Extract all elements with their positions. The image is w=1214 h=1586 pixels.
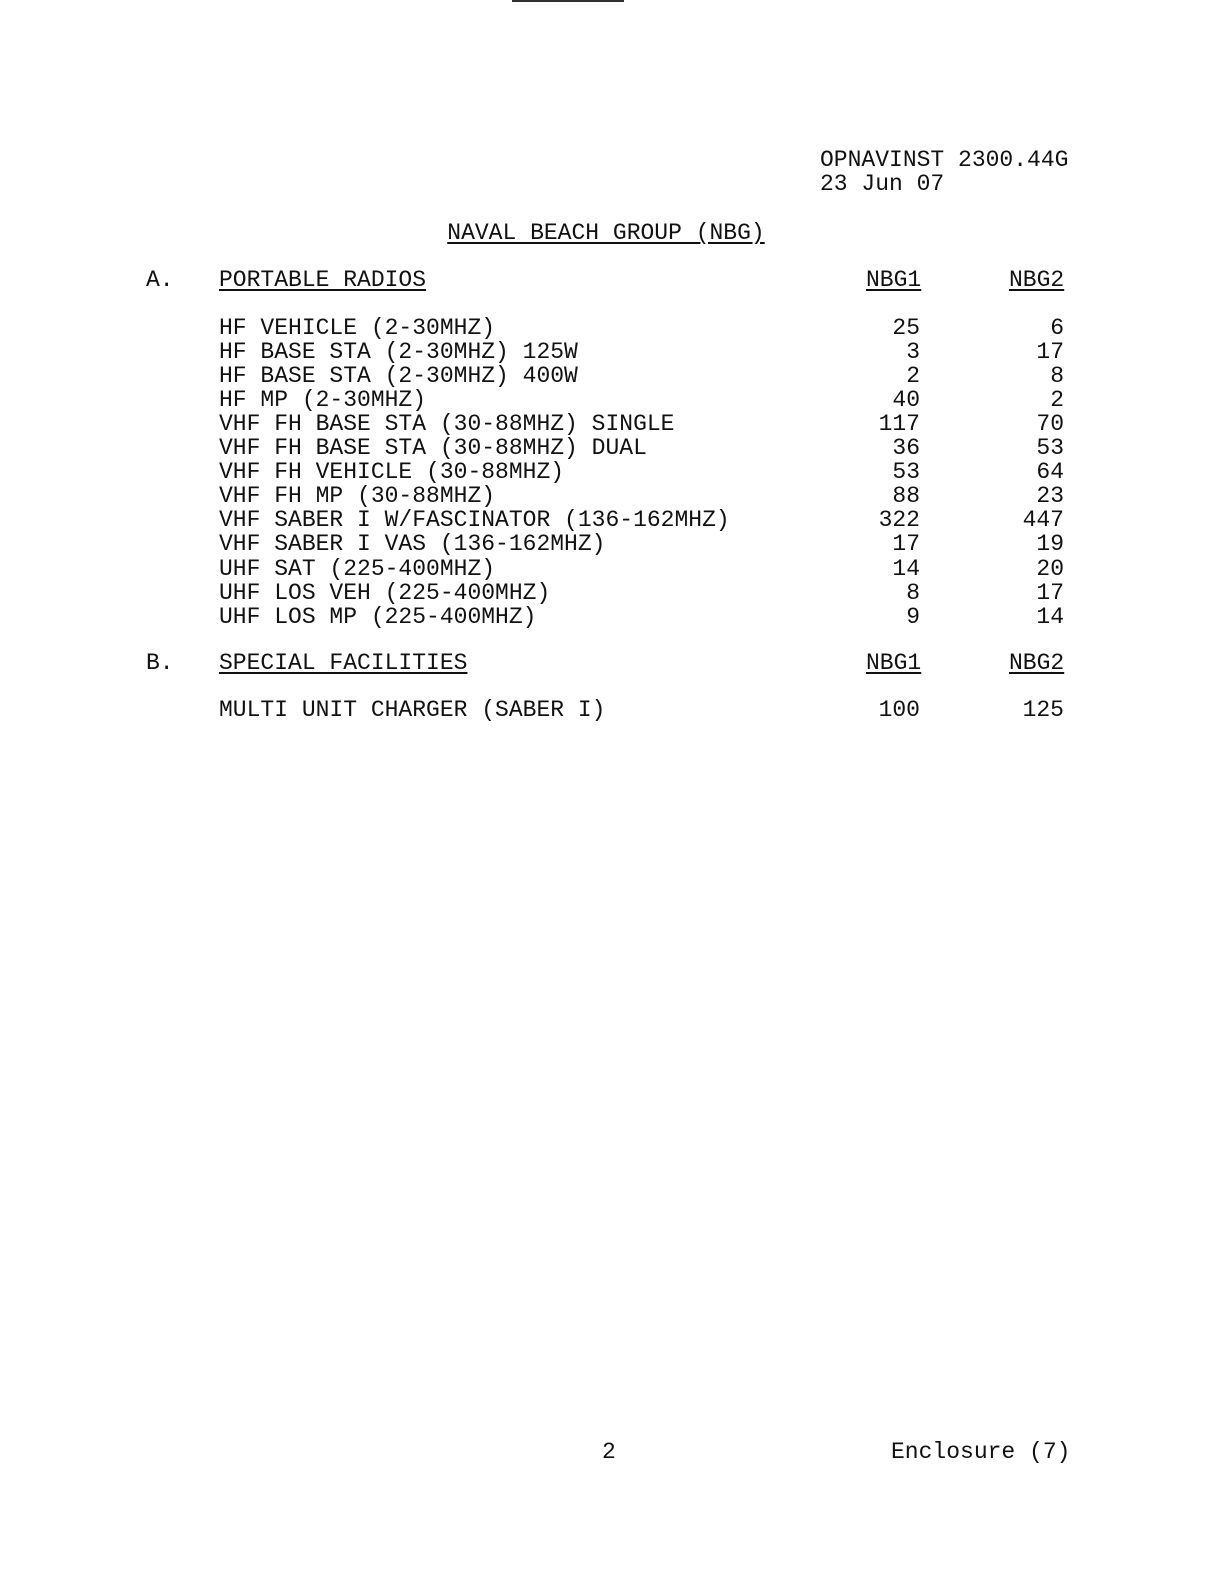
table-row xyxy=(0,484,1214,508)
row-nbg1-value: 8 xyxy=(906,579,920,606)
section-b-col1-header: NBG1 xyxy=(866,650,922,676)
table-row xyxy=(0,532,1214,556)
row-nbg1-value: 88 xyxy=(892,483,920,510)
row-item-label: UHF LOS MP (225-400MHZ) xyxy=(219,603,537,630)
section-a-col2-header: NBG2 xyxy=(1009,267,1065,293)
section-b-col2-header: NBG2 xyxy=(1009,650,1065,676)
table-row xyxy=(0,508,1214,532)
table-row xyxy=(0,698,1214,722)
row-nbg2-value: 53 xyxy=(1036,435,1064,462)
row-nbg2-value: 2 xyxy=(1050,387,1064,414)
table-row xyxy=(0,316,1214,340)
row-item-label: VHF FH VEHICLE (30-88MHZ) xyxy=(219,459,565,486)
table-row xyxy=(0,605,1214,629)
table-row xyxy=(0,557,1214,581)
row-nbg1-value: 3 xyxy=(906,339,920,366)
row-nbg1-value: 100 xyxy=(878,697,920,723)
row-item-label: HF BASE STA (2-30MHZ) 400W xyxy=(219,363,578,390)
row-nbg2-value: 64 xyxy=(1036,459,1064,486)
row-nbg1-value: 14 xyxy=(892,555,920,582)
row-item-label: HF VEHICLE (2-30MHZ) xyxy=(219,315,496,341)
section-b-label: SPECIAL FACILITIES xyxy=(219,650,468,676)
row-nbg2-value: 8 xyxy=(1050,363,1064,390)
page-number: 2 xyxy=(602,1439,616,1465)
row-item-label: HF MP (2-30MHZ) xyxy=(219,387,427,414)
row-item-label: MULTI UNIT CHARGER (SABER I) xyxy=(219,697,606,723)
row-nbg2-value: 6 xyxy=(1050,315,1064,341)
row-item-label: VHF FH BASE STA (30-88MHZ) DUAL xyxy=(219,435,647,462)
table-row xyxy=(0,460,1214,484)
row-item-label: UHF LOS VEH (225-400MHZ) xyxy=(219,579,551,606)
table-row xyxy=(0,340,1214,364)
row-item-label: HF BASE STA (2-30MHZ) 125W xyxy=(219,339,578,366)
row-nbg2-value: 19 xyxy=(1036,531,1064,558)
row-item-label: VHF FH BASE STA (30-88MHZ) SINGLE xyxy=(219,411,675,438)
row-nbg1-value: 322 xyxy=(878,507,920,534)
row-nbg2-value: 23 xyxy=(1036,483,1064,510)
row-nbg1-value: 9 xyxy=(906,603,920,630)
table-row xyxy=(0,412,1214,436)
row-nbg1-value: 17 xyxy=(892,531,920,558)
row-item-label: VHF SABER I W/FASCINATOR (136-162MHZ) xyxy=(219,507,730,534)
instruction-number: OPNAVINST 2300.44G xyxy=(820,147,1069,173)
row-nbg2-value: 14 xyxy=(1036,603,1064,630)
row-nbg1-value: 25 xyxy=(892,315,920,341)
document-date: 23 Jun 07 xyxy=(820,171,945,198)
row-nbg1-value: 53 xyxy=(892,459,920,486)
row-item-label: VHF FH MP (30-88MHZ) xyxy=(219,483,496,510)
page-title xyxy=(0,221,1214,245)
table-row xyxy=(0,436,1214,460)
section-a-label: PORTABLE RADIOS xyxy=(219,267,427,293)
page-title-text: NAVAL BEACH GROUP (NBG) xyxy=(447,220,765,246)
row-nbg1-value: 36 xyxy=(892,435,920,462)
table-row xyxy=(0,581,1214,605)
table-row xyxy=(0,388,1214,412)
table-row xyxy=(0,364,1214,388)
row-nbg1-value: 2 xyxy=(906,363,920,390)
row-nbg1-value: 40 xyxy=(892,387,920,414)
section-a-col1-header: NBG1 xyxy=(866,267,922,293)
top-edge-mark xyxy=(512,0,624,2)
row-nbg2-value: 447 xyxy=(1022,507,1064,534)
row-nbg2-value: 17 xyxy=(1036,579,1064,606)
row-item-label: VHF SABER I VAS (136-162MHZ) xyxy=(219,531,606,558)
section-b-letter: B. xyxy=(146,650,174,676)
row-nbg2-value: 125 xyxy=(1022,697,1064,723)
row-nbg2-value: 17 xyxy=(1036,339,1064,366)
row-item-label: UHF SAT (225-400MHZ) xyxy=(219,555,496,582)
row-nbg1-value: 117 xyxy=(878,411,920,438)
row-nbg2-value: 70 xyxy=(1036,411,1064,438)
section-a-letter: A. xyxy=(146,267,174,293)
row-nbg2-value: 20 xyxy=(1036,555,1064,582)
enclosure-label: Enclosure (7) xyxy=(891,1439,1071,1465)
document-header xyxy=(820,148,1068,196)
